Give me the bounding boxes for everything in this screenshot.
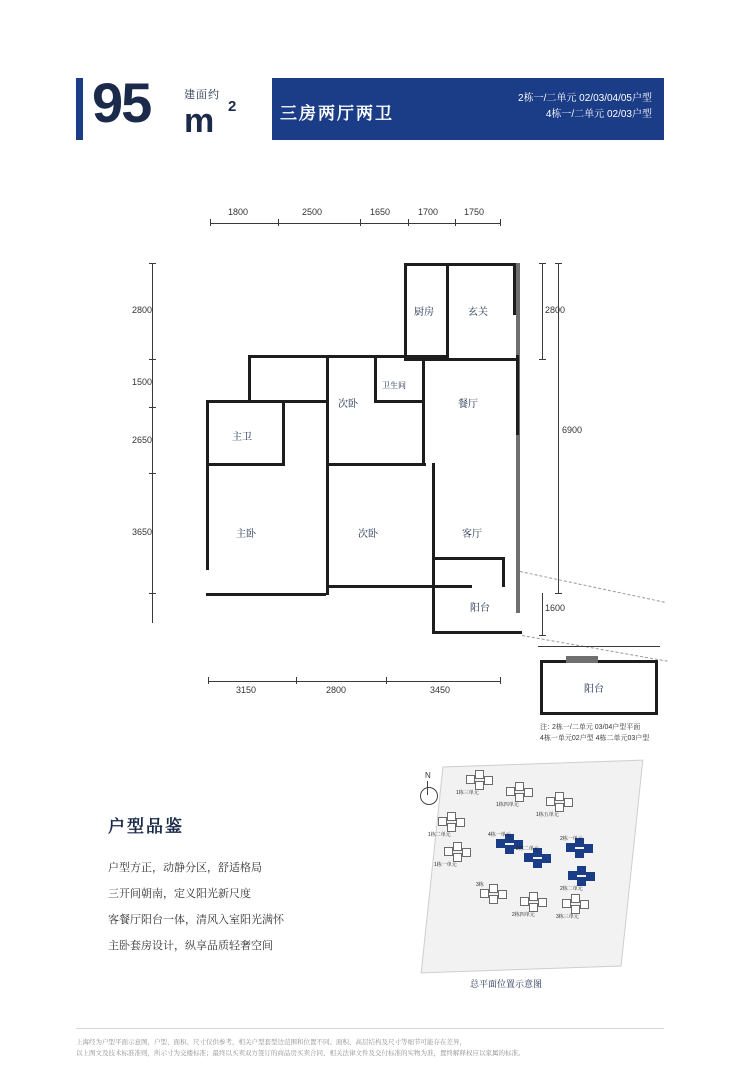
dim-tick bbox=[386, 677, 387, 684]
wall-master-bottom bbox=[206, 593, 326, 596]
area-note: 建面约 bbox=[184, 89, 220, 101]
wall-master-right bbox=[326, 463, 329, 595]
room-label-bedroom2-upper: 次卧 bbox=[338, 399, 358, 410]
room-label-entry: 玄关 bbox=[468, 307, 488, 318]
site-map bbox=[410, 755, 640, 995]
wall-bath-left bbox=[374, 355, 377, 403]
dim-tick bbox=[555, 263, 562, 264]
dim-tick bbox=[455, 219, 456, 226]
building-label: 1栋四单元 bbox=[496, 802, 519, 808]
right-dim-1: 6900 bbox=[562, 425, 583, 435]
room-label-balcony: 阳台 bbox=[470, 603, 490, 614]
dim-tick bbox=[149, 359, 156, 360]
unit-code-line-2: 4栋一/二单元 02/03户型 bbox=[545, 109, 652, 120]
wall-mbath-bottom bbox=[206, 463, 284, 466]
right-dim-line-c bbox=[542, 593, 543, 635]
features-section bbox=[108, 812, 408, 959]
right-dim-0: 2800 bbox=[545, 305, 566, 315]
room-label-living: 客厅 bbox=[462, 529, 482, 540]
detail-dim-line bbox=[538, 646, 660, 647]
area-unit-superscript: 2 bbox=[228, 98, 237, 115]
building-label: 1栋三单元 bbox=[456, 790, 479, 796]
compass-icon bbox=[416, 773, 446, 813]
wall-bed2-bottom bbox=[326, 463, 426, 466]
area-unit: m bbox=[184, 102, 215, 140]
wall-kitchen-bottom bbox=[404, 358, 516, 361]
footer-line-2: 以上图文及技术标准准则，所示寸为交楼标准；最终以买卖双方签订的商品房买卖合同、相关法律文件及交付标准的实物为准，置终解释权应以家属的标准。 bbox=[76, 1050, 525, 1057]
right-dim-line-a bbox=[542, 263, 543, 359]
room-label-dining: 餐厅 bbox=[458, 399, 478, 410]
dim-tick bbox=[539, 635, 546, 636]
wall-bath-sep bbox=[374, 400, 422, 403]
detail-wall-bottom bbox=[540, 712, 658, 715]
building-label: 2栋一单元 bbox=[560, 836, 583, 842]
header bbox=[76, 71, 664, 140]
compass-needle bbox=[427, 781, 428, 795]
detail-label-balcony: 阳台 bbox=[584, 684, 604, 695]
wall-mbath-right bbox=[282, 400, 285, 466]
detail-wall-top-b bbox=[596, 660, 658, 663]
unit-codes bbox=[518, 91, 652, 123]
compass-circle bbox=[420, 787, 438, 805]
plan-type-title: 三房两厅两卫 bbox=[280, 104, 394, 123]
wall-bed2-lower-right bbox=[432, 463, 435, 588]
wall-right-outer bbox=[516, 263, 520, 613]
detail-note-3: 4栋一单元02户型 4栋二单元03户型 bbox=[540, 735, 650, 742]
top-dim-4: 1750 bbox=[464, 207, 485, 217]
dim-tick bbox=[149, 407, 156, 408]
feature-item: 户型方正，动静分区，舒适格局 bbox=[108, 862, 262, 874]
wall-living-bottom-b bbox=[432, 585, 472, 588]
detail-wall-opening bbox=[566, 656, 598, 663]
room-label-master-bath: 主卫 bbox=[232, 432, 252, 443]
area-value: 95 bbox=[92, 71, 151, 134]
dim-tick bbox=[149, 473, 156, 474]
dim-tick bbox=[408, 219, 409, 226]
wall-bed2-lower-bottom bbox=[326, 585, 434, 588]
building-label: 3栋 bbox=[476, 882, 484, 888]
wall-balcony-left bbox=[432, 585, 435, 633]
building-label: 2栋二单元 bbox=[560, 886, 583, 892]
bottom-dim-line bbox=[208, 681, 500, 682]
top-dim-3: 1700 bbox=[418, 207, 439, 217]
header-accent-bar bbox=[76, 78, 83, 140]
site-map-caption: 总平面位置示意图 bbox=[470, 979, 543, 989]
dim-tick bbox=[149, 593, 156, 594]
top-dim-2: 1650 bbox=[370, 207, 391, 217]
top-dim-line bbox=[210, 223, 500, 224]
wall-right-mid bbox=[516, 355, 519, 435]
room-label-master-bedroom: 主卧 bbox=[236, 529, 256, 540]
dim-tick bbox=[360, 219, 361, 226]
dim-tick bbox=[500, 219, 501, 226]
detail-wall-left bbox=[540, 660, 543, 714]
wall-upper-left bbox=[248, 355, 251, 403]
building-label: 1栋二单元 bbox=[428, 832, 451, 838]
building-label: 3栋三单元 bbox=[556, 914, 579, 920]
features-title: 户型品鉴 bbox=[108, 817, 184, 836]
feature-item: 主卧套房设计，纵享品质轻奢空间 bbox=[108, 940, 273, 952]
top-dim-0: 1800 bbox=[228, 207, 249, 217]
left-dim-1: 1500 bbox=[132, 377, 153, 387]
top-dim-1: 2500 bbox=[302, 207, 323, 217]
dim-tick bbox=[149, 263, 156, 264]
footer-line-1: 上海经为户型平面示意图，户型、面积、尺寸仅供参考，相关户型套型边范围和位置不同、面积、高层结构及尺寸等细节可能存在差异， bbox=[76, 1039, 466, 1046]
room-label-bathroom: 卫生间 bbox=[382, 381, 406, 390]
feature-item: 三开间朝南，定义阳光新尺度 bbox=[108, 888, 251, 900]
wall-left-outer bbox=[206, 400, 209, 570]
dim-tick bbox=[210, 219, 211, 226]
detail-note-1: 注： bbox=[540, 724, 554, 731]
room-label-kitchen: 厨房 bbox=[414, 307, 434, 318]
feature-item: 客餐厅阳台一体，清风入室阳光满怀 bbox=[108, 914, 284, 926]
detail-note-2: 2栋一/二单元 03/04户型平面 bbox=[552, 724, 641, 731]
left-dim-3: 3650 bbox=[132, 527, 153, 537]
left-dim-2: 2650 bbox=[132, 435, 153, 445]
wall-living-bottom-a bbox=[432, 557, 502, 560]
dim-tick bbox=[539, 263, 546, 264]
wall-bed2-left bbox=[326, 355, 329, 465]
header-area-panel bbox=[76, 71, 272, 140]
floor-plan bbox=[130, 195, 610, 695]
wall-balcony-edge bbox=[502, 557, 505, 587]
compass-north-label: N bbox=[425, 771, 431, 780]
dim-tick bbox=[296, 677, 297, 684]
dim-tick bbox=[278, 219, 279, 226]
detail-wall-right bbox=[655, 660, 658, 714]
wall-dining-left bbox=[422, 355, 425, 465]
wall-mbath-top bbox=[206, 400, 284, 403]
bottom-dim-0: 3150 bbox=[236, 685, 257, 695]
wall-kitchen-right bbox=[446, 263, 449, 361]
footer-disclaimer bbox=[76, 1028, 664, 1059]
room-label-bedroom2-lower: 次卧 bbox=[358, 529, 378, 540]
building-label: 4栋一单元 bbox=[488, 832, 511, 838]
balcony-detail bbox=[540, 660, 700, 750]
building-label: 2栋四单元 bbox=[512, 912, 535, 918]
wall-kitchen-left bbox=[404, 263, 407, 361]
bottom-dim-1: 2800 bbox=[326, 685, 347, 695]
left-dim-line bbox=[152, 263, 153, 623]
building-label: 2栋二单元 bbox=[516, 846, 539, 852]
dim-tick bbox=[555, 593, 562, 594]
dim-tick bbox=[500, 677, 501, 684]
footer-divider bbox=[76, 1028, 664, 1029]
dim-tick bbox=[539, 359, 546, 360]
wall-upper bbox=[248, 355, 448, 358]
right-dim-2: 1600 bbox=[545, 603, 566, 613]
bottom-dim-2: 3450 bbox=[430, 685, 451, 695]
dim-tick bbox=[208, 677, 209, 684]
building-label: 1栋五单元 bbox=[536, 812, 559, 818]
wall-balcony-bottom bbox=[432, 631, 522, 634]
left-dim-0: 2800 bbox=[132, 305, 153, 315]
building-label: 1栋一单元 bbox=[434, 862, 457, 868]
wall-top bbox=[404, 263, 516, 266]
unit-code-line-1: 2栋一/二单元 02/03/04/05户型 bbox=[518, 93, 652, 104]
